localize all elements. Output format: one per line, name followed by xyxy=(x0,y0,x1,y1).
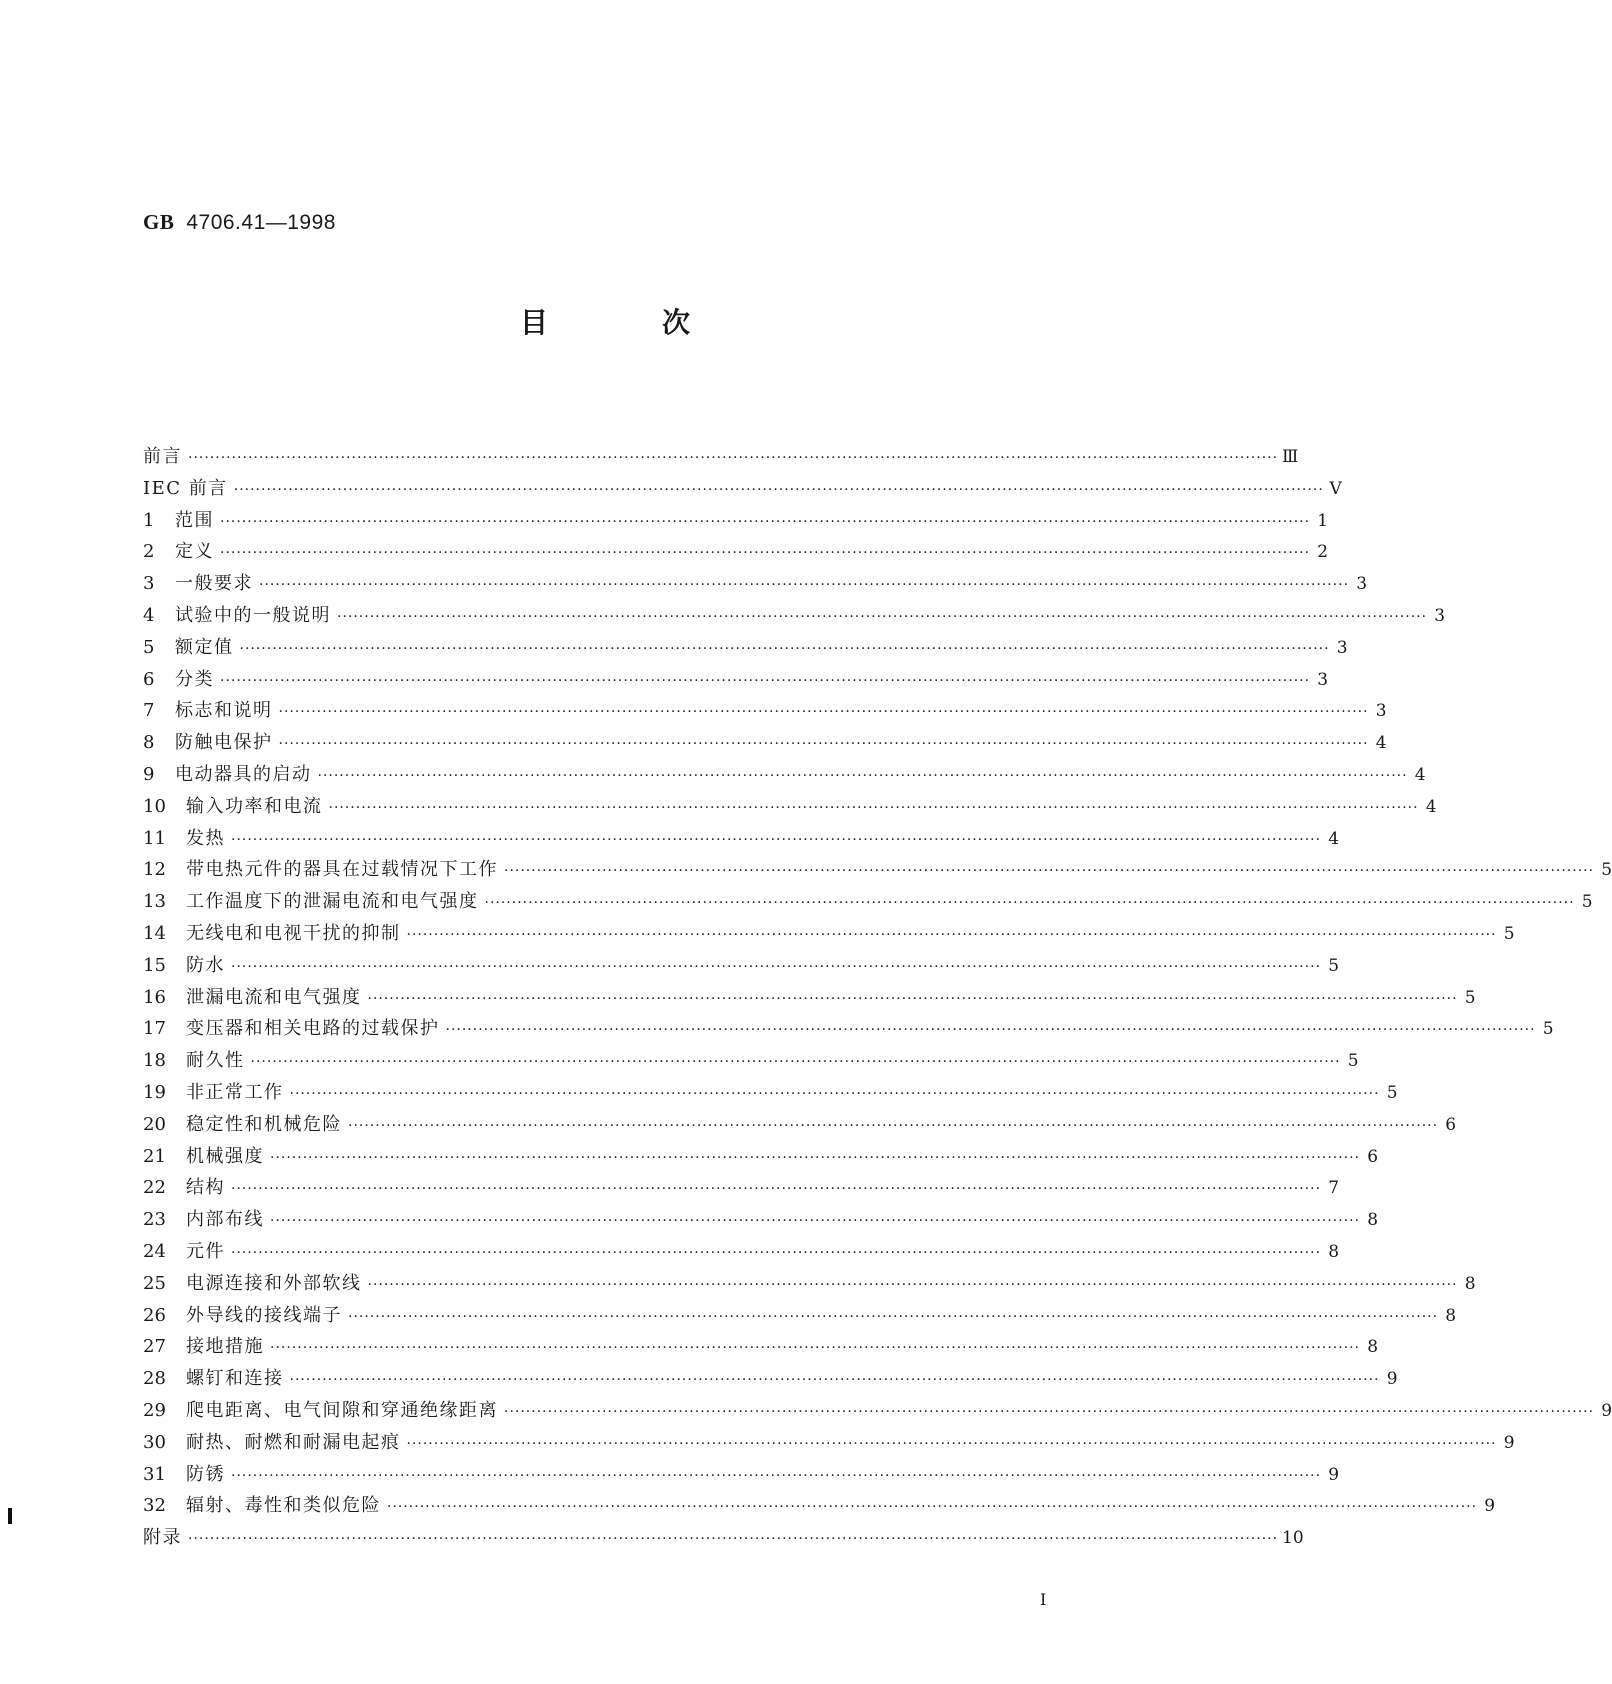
toc-entry-number: 24 xyxy=(143,1240,166,1262)
toc-entry-page: 3 xyxy=(1317,669,1329,690)
toc-entry[interactable] xyxy=(143,1491,1496,1523)
toc-leader-dots: ········································································································································································································ xyxy=(220,513,1311,530)
toc-entry-number: 1 xyxy=(143,509,155,531)
toc-entry-title: 辐射、毒性和类似危险 xyxy=(186,1495,381,1517)
toc-entry-title: 外导线的接线端子 xyxy=(186,1304,342,1326)
toc-entry-title: 范围 xyxy=(175,509,214,531)
toc-entry-page: 5 xyxy=(1464,987,1476,1008)
toc-leader-dots: ········································································································································································································ xyxy=(220,545,1311,562)
toc-entry-page: 8 xyxy=(1328,1241,1340,1262)
toc-leader-dots: ········································································································································································································ xyxy=(278,736,1369,753)
title-char-2: 次 xyxy=(661,306,690,339)
toc-entry-page: 8 xyxy=(1367,1337,1379,1358)
toc-leader-dots: ········································································································································································································ xyxy=(259,577,1350,594)
toc-entry-number: 18 xyxy=(143,1050,166,1072)
toc-leader-dots: ········································································································································································································ xyxy=(231,1467,1322,1484)
toc-entry-title: 防锈 xyxy=(186,1463,225,1485)
toc-entry-title: IEC 前言 xyxy=(143,477,228,499)
toc-entry-page: 9 xyxy=(1386,1369,1398,1390)
toc-entry-title: 工作温度下的泄漏电流和电气强度 xyxy=(186,891,479,913)
toc-entry-number: 25 xyxy=(143,1272,166,1294)
toc-leader-dots: ········································································································································································································ xyxy=(239,640,1330,657)
toc-entry-page: 5 xyxy=(1542,1019,1554,1040)
toc-entry[interactable] xyxy=(143,1364,1398,1396)
toc-entry[interactable] xyxy=(143,1523,1304,1555)
toc-entry-page: 1 xyxy=(1317,510,1329,531)
toc-entry-page: 4 xyxy=(1425,796,1437,817)
toc-entry-title: 接地措施 xyxy=(186,1336,264,1358)
toc-entry[interactable] xyxy=(143,1014,1554,1046)
toc-entry-number: 23 xyxy=(143,1209,166,1231)
toc-entry-page: Ⅲ xyxy=(1282,447,1299,467)
toc-entry-title: 泄漏电流和电气强度 xyxy=(186,986,362,1008)
toc-entry[interactable] xyxy=(143,792,1437,824)
toc-entry-page: 5 xyxy=(1601,860,1612,881)
toc-entry-page: 3 xyxy=(1434,605,1446,626)
toc-entry-number: 29 xyxy=(143,1399,166,1421)
toc-entry-title: 爬电距离、电气间隙和穿通绝缘距离 xyxy=(186,1399,498,1421)
toc-entry-title: 标志和说明 xyxy=(175,700,273,722)
toc-leader-dots: ········································································································································································································ xyxy=(484,895,1575,912)
standard-code: 4706.41—1998 xyxy=(186,211,336,234)
toc-entry[interactable] xyxy=(143,1396,1612,1428)
toc-leader-dots: ········································································································································································································ xyxy=(387,1499,1478,1516)
toc-entry[interactable] xyxy=(143,696,1387,728)
toc-entry[interactable] xyxy=(143,919,1515,951)
toc-entry-title: 防水 xyxy=(186,954,225,976)
toc-entry[interactable] xyxy=(143,537,1329,569)
toc-entry-page: 3 xyxy=(1356,574,1368,595)
toc-entry-title: 非正常工作 xyxy=(186,1081,284,1103)
page-number: I xyxy=(1040,1590,1047,1609)
toc-entry-title: 额定值 xyxy=(175,636,234,658)
toc-entry-page: 9 xyxy=(1328,1464,1340,1485)
toc-entry-number: 3 xyxy=(143,573,155,595)
toc-entry-page: 5 xyxy=(1581,892,1593,913)
toc-entry-number: 2 xyxy=(143,541,155,563)
toc-entry[interactable] xyxy=(143,1269,1476,1301)
toc-leader-dots: ········································································································································································································ xyxy=(270,1149,1361,1166)
toc-entry-number: 9 xyxy=(143,763,155,785)
toc-entry-number: 6 xyxy=(143,668,155,690)
toc-entry[interactable] xyxy=(143,1142,1379,1174)
toc-entry[interactable] xyxy=(143,1301,1457,1333)
toc-entry-title: 分类 xyxy=(175,668,214,690)
toc-entry-page: 2 xyxy=(1317,542,1329,563)
scan-artifact xyxy=(8,1508,12,1524)
toc-entry[interactable] xyxy=(143,1110,1457,1142)
page-title xyxy=(520,305,690,341)
toc-entry-page: 6 xyxy=(1367,1146,1379,1167)
toc-leader-dots: ········································································································································································································ xyxy=(289,1372,1380,1389)
toc-leader-dots: ········································································································································································································ xyxy=(278,704,1369,721)
toc-entry-page: 3 xyxy=(1336,637,1348,658)
title-char-1: 目 xyxy=(520,306,549,339)
toc-leader-dots: ········································································································································································································ xyxy=(317,767,1408,784)
toc-leader-dots: ········································································································································································································ xyxy=(289,1085,1380,1102)
toc-entry[interactable] xyxy=(143,474,1342,506)
toc-entry-number: 14 xyxy=(143,922,166,944)
toc-leader-dots: ········································································································································································································ xyxy=(367,990,1458,1007)
toc-leader-dots: ········································································································································································································ xyxy=(406,926,1497,943)
toc-entry-title: 带电热元件的器具在过载情况下工作 xyxy=(186,859,498,881)
toc-entry[interactable] xyxy=(143,1428,1515,1460)
toc-entry-page: 9 xyxy=(1503,1432,1515,1453)
toc-entry-title: 耐久性 xyxy=(186,1050,245,1072)
toc-entry[interactable] xyxy=(143,1078,1398,1110)
toc-entry-number: 20 xyxy=(143,1113,166,1135)
toc-entry-number: 22 xyxy=(143,1177,166,1199)
toc-entry-title: 无线电和电视干扰的抑制 xyxy=(186,922,401,944)
toc-leader-dots: ········································································································································································································ xyxy=(270,1213,1361,1230)
toc-entry[interactable] xyxy=(143,665,1329,697)
toc-entry-number: 28 xyxy=(143,1368,166,1390)
toc-entry-title: 一般要求 xyxy=(175,573,253,595)
toc-entry-number: 10 xyxy=(143,795,166,817)
toc-entry-page: 8 xyxy=(1464,1273,1476,1294)
toc-entry[interactable] xyxy=(143,506,1329,538)
toc-entry-number: 19 xyxy=(143,1081,166,1103)
toc-leader-dots: ········································································································································································································ xyxy=(188,450,1279,466)
toc-leader-dots: ········································································································································································································ xyxy=(231,1244,1322,1261)
toc-entry-number: 26 xyxy=(143,1304,166,1326)
toc-entry-number: 13 xyxy=(143,891,166,913)
toc-entry-title: 发热 xyxy=(186,827,225,849)
toc-entry-number: 5 xyxy=(143,636,155,658)
toc-entry-title: 防触电保护 xyxy=(175,732,273,754)
toc-entry-page: 3 xyxy=(1375,701,1387,722)
toc-leader-dots: ········································································································································································································ xyxy=(188,1531,1279,1548)
toc-entry-page: 10 xyxy=(1282,1528,1304,1549)
toc-leader-dots: ········································································································································································································ xyxy=(406,1435,1497,1452)
toc-entry-title: 附录 xyxy=(143,1527,182,1549)
toc-entry-title: 定义 xyxy=(175,541,214,563)
toc-leader-dots: ········································································································································································································ xyxy=(233,481,1324,498)
toc-entry-title: 螺钉和连接 xyxy=(186,1368,284,1390)
toc-leader-dots: ········································································································································································································ xyxy=(231,958,1322,975)
toc-entry-page: 6 xyxy=(1445,1114,1457,1135)
table-of-contents xyxy=(143,442,1612,1555)
toc-entry-number: 17 xyxy=(143,1018,166,1040)
toc-leader-dots: ········································································································································································································ xyxy=(337,608,1428,625)
toc-entry[interactable] xyxy=(143,1332,1379,1364)
toc-entry-title: 前言 xyxy=(143,446,182,467)
toc-entry-title: 输入功率和电流 xyxy=(186,795,323,817)
toc-entry-page: 9 xyxy=(1484,1496,1496,1517)
toc-entry-page: 4 xyxy=(1414,764,1426,785)
toc-entry-title: 耐热、耐燃和耐漏电起痕 xyxy=(186,1431,401,1453)
toc-leader-dots: ········································································································································································································ xyxy=(328,799,1419,816)
toc-entry[interactable] xyxy=(143,1046,1359,1078)
toc-leader-dots: ········································································································································································································ xyxy=(231,831,1322,848)
toc-entry-page: 7 xyxy=(1328,1178,1340,1199)
toc-entry[interactable] xyxy=(143,728,1387,760)
toc-entry[interactable] xyxy=(143,1460,1340,1492)
toc-entry[interactable] xyxy=(143,633,1348,665)
toc-entry-number: 30 xyxy=(143,1431,166,1453)
toc-entry-title: 变压器和相关电路的过载保护 xyxy=(186,1018,440,1040)
toc-entry[interactable] xyxy=(143,601,1446,633)
toc-entry[interactable] xyxy=(143,760,1426,792)
toc-entry-page: 5 xyxy=(1386,1082,1398,1103)
toc-entry-number: 12 xyxy=(143,859,166,881)
toc-entry-title: 机械强度 xyxy=(186,1145,264,1167)
toc-entry-page: 9 xyxy=(1601,1400,1612,1421)
toc-entry[interactable] xyxy=(143,887,1593,919)
toc-entry-page: 8 xyxy=(1367,1210,1379,1231)
toc-leader-dots: ········································································································································································································ xyxy=(220,672,1311,689)
toc-entry-number: 4 xyxy=(143,604,155,626)
toc-entry-number: 31 xyxy=(143,1463,166,1485)
toc-entry[interactable] xyxy=(143,442,1299,474)
toc-entry-number: 27 xyxy=(143,1336,166,1358)
toc-entry[interactable] xyxy=(143,1237,1340,1269)
toc-entry[interactable] xyxy=(143,951,1340,983)
toc-entry[interactable] xyxy=(143,569,1368,601)
toc-entry[interactable] xyxy=(143,855,1612,887)
toc-entry-title: 电动器具的启动 xyxy=(175,763,312,785)
toc-entry-page: 4 xyxy=(1375,733,1387,754)
toc-entry-title: 试验中的一般说明 xyxy=(175,604,331,626)
toc-leader-dots: ········································································································································································································ xyxy=(231,1181,1322,1198)
toc-entry-number: 21 xyxy=(143,1145,166,1167)
toc-entry[interactable] xyxy=(143,1173,1340,1205)
toc-leader-dots: ········································································································································································································ xyxy=(348,1117,1439,1134)
toc-entry-number: 32 xyxy=(143,1495,166,1517)
standard-number xyxy=(143,210,336,235)
toc-entry-page: 5 xyxy=(1328,955,1340,976)
toc-entry-page: 4 xyxy=(1328,828,1340,849)
toc-entry-page: Ⅴ xyxy=(1329,478,1342,499)
toc-entry-number: 16 xyxy=(143,986,166,1008)
toc-entry[interactable] xyxy=(143,983,1476,1015)
toc-entry-title: 内部布线 xyxy=(186,1209,264,1231)
toc-leader-dots: ········································································································································································································ xyxy=(250,1054,1341,1071)
toc-entry-page: 5 xyxy=(1347,1051,1359,1072)
toc-entry[interactable] xyxy=(143,824,1340,856)
toc-entry-title: 稳定性和机械危险 xyxy=(186,1113,342,1135)
toc-leader-dots: ········································································································································································································ xyxy=(270,1340,1361,1357)
toc-entry-title: 电源连接和外部软线 xyxy=(186,1272,362,1294)
toc-leader-dots: ········································································································································································································ xyxy=(445,1022,1536,1039)
toc-entry-number: 11 xyxy=(143,827,166,849)
toc-entry-title: 元件 xyxy=(186,1240,225,1262)
toc-entry-number: 7 xyxy=(143,700,155,722)
toc-leader-dots: ········································································································································································································ xyxy=(367,1276,1458,1293)
toc-entry-title: 结构 xyxy=(186,1177,225,1199)
toc-leader-dots: ········································································································································································································ xyxy=(348,1308,1439,1325)
toc-leader-dots: ········································································································································································································ xyxy=(504,1403,1595,1420)
toc-entry-page: 8 xyxy=(1445,1305,1457,1326)
toc-entry-number: 8 xyxy=(143,732,155,754)
toc-entry-number: 15 xyxy=(143,954,166,976)
toc-leader-dots: ········································································································································································································ xyxy=(504,863,1595,880)
toc-entry[interactable] xyxy=(143,1205,1379,1237)
standard-prefix: GB xyxy=(143,210,175,234)
toc-entry-page: 5 xyxy=(1503,923,1515,944)
